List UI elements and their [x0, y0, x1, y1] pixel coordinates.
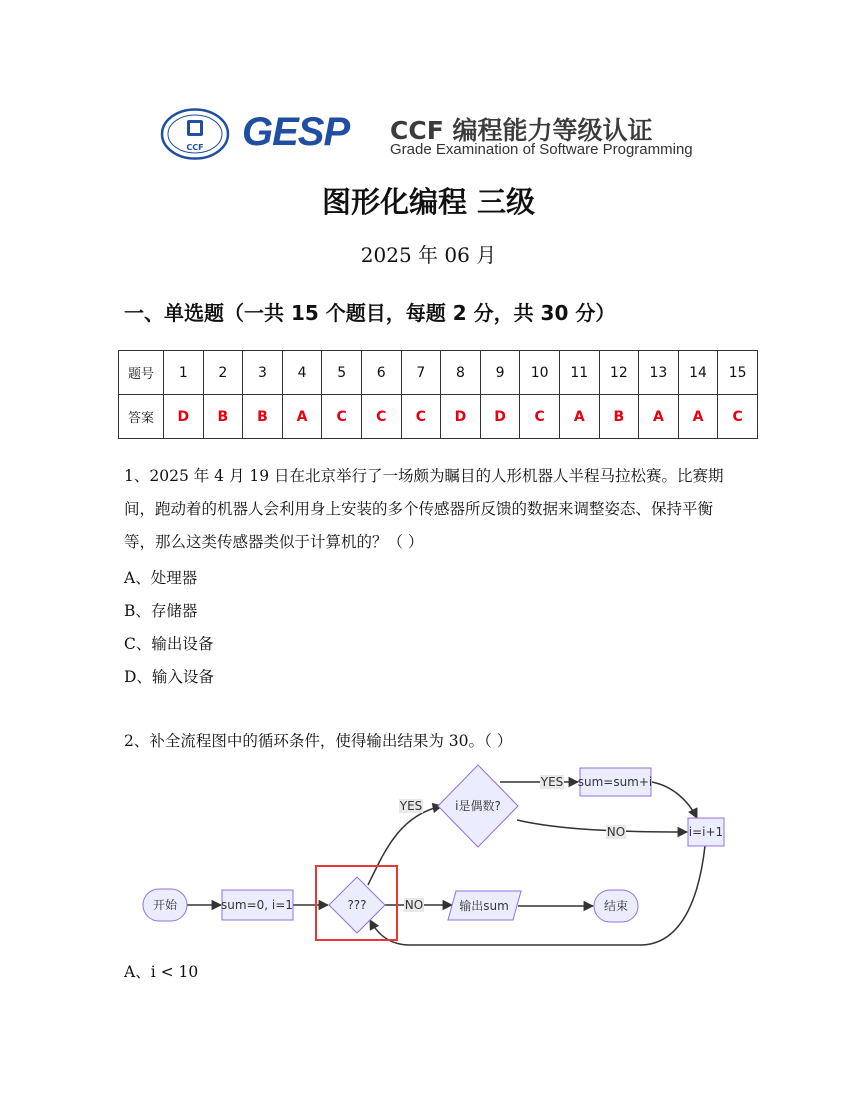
question-number: 11: [559, 351, 599, 395]
question-number: 10: [520, 351, 560, 395]
question-number: 7: [401, 351, 441, 395]
seal-abbr: CCF: [186, 143, 204, 152]
node-start-label: 开始: [152, 898, 178, 912]
question-number: 9: [480, 351, 520, 395]
answer-cell: C: [322, 395, 362, 439]
answer-cell: D: [480, 395, 520, 439]
question-number: 8: [441, 351, 481, 395]
question-number: 1: [164, 351, 204, 395]
question-1-text: 1、2025 年 4 月 19 日在北京举行了一场颇为瞩目的人形机器人半程马拉松赛。比赛期间，跑动着的机器人会利用身上安装的多个传感器所反馈的数据来调整姿态、保持平衡等，那么这类传感器类似于计算机的？（ ）: [124, 467, 724, 551]
answer-cell: B: [203, 395, 243, 439]
node-end-label: 结束: [603, 899, 629, 913]
question-2-option-a: A、i < 10: [124, 963, 199, 981]
answer-cell: B: [599, 395, 639, 439]
yes-label: YES: [540, 775, 564, 789]
question-number: 12: [599, 351, 639, 395]
node-increment-label: i=i+1: [688, 825, 724, 839]
answer-cell: C: [520, 395, 560, 439]
node-add-label: sum=sum+i: [577, 775, 653, 789]
question-number: 6: [361, 351, 401, 395]
question-number: 5: [322, 351, 362, 395]
cert-title: CCF 编程能力等级认证: [390, 116, 653, 145]
answer-cell: C: [718, 395, 758, 439]
question-number: 3: [243, 351, 283, 395]
question-1-option-c: C、输出设备: [124, 635, 214, 653]
document-title: 图形化编程 三级: [321, 185, 536, 219]
question-number: 13: [639, 351, 679, 395]
gesp-logo: GESP: [242, 110, 350, 154]
answer-cell: C: [361, 395, 401, 439]
answer-cell: A: [559, 395, 599, 439]
yes-label: YES: [399, 799, 423, 813]
question-1-option-d: D、输入设备: [124, 668, 214, 686]
question-2-text: 2、补全流程图中的循环条件，使得输出结果为 30。（ ）: [124, 732, 513, 750]
answer-cell: C: [401, 395, 441, 439]
node-output-label: 输出sum: [459, 899, 509, 913]
question-1-option-b: B、存储器: [124, 602, 198, 620]
row-label-numbers: 题号: [119, 351, 164, 395]
answer-cell: A: [282, 395, 322, 439]
no-label: NO: [606, 825, 626, 839]
question-number: 14: [678, 351, 718, 395]
edge-increment-loop: [370, 846, 705, 945]
question-number: 2: [203, 351, 243, 395]
answer-cell: B: [243, 395, 283, 439]
no-label: NO: [404, 898, 424, 912]
row-label-answers: 答案: [119, 395, 164, 439]
question-number: 15: [718, 351, 758, 395]
edge-even-increment-no: [517, 820, 687, 832]
answer-cell: D: [164, 395, 204, 439]
node-condition-label: ???: [347, 898, 367, 912]
node-even-check-label: i是偶数?: [455, 799, 501, 813]
answer-cell: A: [639, 395, 679, 439]
section-heading: 一、单选题（一共 15 个题目，每题 2 分，共 30 分）: [124, 301, 616, 325]
question-number: 4: [282, 351, 322, 395]
document-date: 2025 年 06 月: [360, 243, 497, 267]
question-1-option-a: A、处理器: [124, 569, 198, 587]
edge-add-increment: [652, 782, 697, 818]
cert-subtitle: Grade Examination of Software Programming: [390, 141, 693, 158]
node-init-label: sum=0, i=1: [221, 898, 293, 912]
edge-condition-even-yes: [368, 806, 442, 885]
answer-cell: A: [678, 395, 718, 439]
answer-cell: D: [441, 395, 481, 439]
